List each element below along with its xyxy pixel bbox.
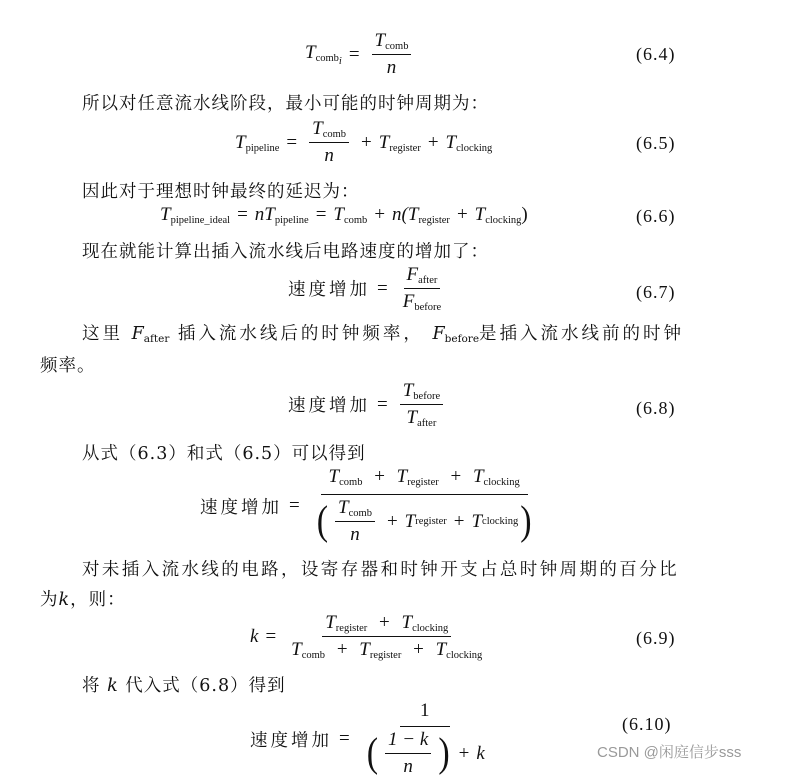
- eq-symbol: T: [435, 639, 447, 660]
- eq-subscript: comb: [322, 129, 347, 140]
- paragraph-text: 所以对任意流水线阶段，最小可能的时钟周期为：: [82, 94, 489, 114]
- eq-symbol: T: [291, 639, 302, 660]
- eq-subscript: register: [415, 516, 447, 527]
- fraction: [309, 118, 349, 167]
- equation-6-7: [288, 264, 449, 313]
- eq-symbol: T: [374, 30, 386, 51]
- eq-symbol: k: [58, 590, 71, 610]
- eq-subscript: clocking: [456, 142, 493, 154]
- eq-subscript: clocking: [412, 623, 449, 634]
- eq-symbol: F: [402, 291, 415, 312]
- eq-subscript: comb: [385, 41, 409, 52]
- equation-6-8: [288, 380, 448, 429]
- eq-symbol: T: [472, 466, 484, 487]
- eq-operator: +: [450, 466, 462, 487]
- eq-paren: ): [520, 498, 532, 544]
- eq-symbol: n(: [392, 204, 408, 225]
- eq-subscript: pipeline_ideal: [170, 215, 231, 226]
- eq-symbol: k: [107, 676, 119, 696]
- eq-symbol: n: [386, 57, 397, 78]
- eq-paren: (: [366, 730, 379, 776]
- fraction: [335, 497, 375, 546]
- paragraph-text: 从式（6.3）和式（6.5）可以得到: [82, 444, 366, 464]
- eq-symbol: T: [474, 204, 486, 225]
- eq-text: 速度增加: [250, 730, 332, 751]
- eq-operator: ): [521, 204, 528, 225]
- eq-symbol: F: [131, 324, 144, 344]
- equation-label: (6.5): [636, 133, 676, 153]
- eq-operator: +: [379, 612, 390, 633]
- fraction: [288, 612, 485, 661]
- eq-operator: +: [456, 204, 468, 225]
- eq-paren: ): [438, 730, 450, 776]
- eq-symbol: T: [328, 466, 340, 487]
- eq-operator: +: [453, 510, 465, 532]
- eq-symbol: T: [406, 407, 418, 428]
- paragraph-text: [40, 586, 126, 611]
- eq-symbol: T: [305, 42, 316, 63]
- eq-operator: +: [427, 131, 439, 153]
- eq-subscript: register: [369, 650, 402, 661]
- eq-subscript: comb: [348, 508, 372, 519]
- text-span: 代入式（6.8）得到: [125, 676, 286, 696]
- eq-subscript: register: [389, 142, 421, 154]
- eq-operator: =: [348, 43, 360, 65]
- paragraph-text: [82, 320, 684, 345]
- eq-symbol: T: [402, 380, 414, 401]
- text-span: ，则：: [70, 590, 126, 610]
- paragraph-text: 现在就能计算出插入流水线后电路速度的增加了：: [82, 242, 489, 262]
- eq-symbol: F: [406, 264, 419, 285]
- text-span: 插入流水线后的时钟频率，: [177, 324, 424, 344]
- eq-symbol: T: [378, 131, 390, 153]
- eq-symbol: T: [407, 204, 419, 225]
- eq-symbol: T: [264, 204, 275, 225]
- eq-symbol: T: [471, 510, 483, 532]
- fraction: [372, 30, 412, 79]
- eq-subscript: after: [143, 333, 170, 345]
- eq-operator: =: [377, 393, 388, 415]
- eq-subscript: comb: [339, 477, 363, 488]
- eq-operator: =: [265, 625, 277, 647]
- eq-symbol: T: [333, 204, 344, 225]
- eq-subscript: i: [338, 56, 342, 67]
- text-span: 是插入流水线前的时钟: [479, 324, 685, 344]
- eq-operator: +: [374, 204, 386, 225]
- eq-symbol: n: [254, 204, 265, 225]
- equation-6-4: [305, 30, 416, 79]
- eq-operator: +: [386, 510, 398, 532]
- equation-speedup-expanded: [200, 466, 542, 546]
- eq-operator: =: [339, 728, 350, 749]
- eq-symbol: T: [396, 466, 408, 487]
- eq-symbol: T: [404, 510, 416, 532]
- equation-6-6: [160, 204, 528, 226]
- fraction: [312, 466, 537, 546]
- fraction: [362, 700, 488, 778]
- eq-subscript: register: [335, 623, 368, 634]
- paragraph-text: 频率。: [40, 356, 96, 376]
- eq-paren: (: [316, 498, 329, 544]
- eq-symbol: F: [432, 324, 445, 344]
- equation-6-5: [235, 118, 492, 167]
- eq-symbol: T: [359, 639, 370, 660]
- eq-text: 速度增加: [200, 497, 282, 518]
- eq-operator: +: [336, 639, 348, 660]
- equation-label: (6.10): [622, 714, 672, 734]
- fraction: [400, 380, 443, 429]
- eq-operator: =: [315, 204, 327, 225]
- eq-subscript: after: [418, 275, 438, 286]
- eq-symbol: n: [324, 145, 334, 166]
- equation-label: (6.4): [636, 44, 676, 64]
- equation-label: (6.7): [636, 282, 676, 302]
- eq-subscript: comb: [315, 53, 339, 64]
- eq-symbol: T: [338, 497, 349, 518]
- eq-symbol: T: [445, 131, 457, 153]
- eq-subscript: after: [417, 418, 437, 429]
- equation-6-10: [250, 700, 493, 778]
- eq-operator: +: [374, 466, 385, 487]
- eq-subscript: clocking: [482, 516, 519, 527]
- eq-operator: =: [377, 277, 388, 299]
- eq-operator: =: [289, 495, 300, 516]
- eq-subscript: comb: [343, 215, 368, 226]
- eq-text: 速度增加: [288, 396, 370, 416]
- csdn-watermark: CSDN @闲庭信步sss: [597, 744, 742, 761]
- text-span: 为: [40, 590, 59, 610]
- paragraph-text: [82, 672, 286, 697]
- equation-label: (6.9): [636, 628, 676, 648]
- fraction: [400, 264, 444, 313]
- equation-label: (6.8): [636, 398, 676, 418]
- eq-symbol: T: [312, 118, 323, 139]
- text-span: 将: [82, 676, 101, 696]
- eq-operator: +: [458, 742, 470, 764]
- eq-symbol: 1 − k: [388, 729, 429, 750]
- eq-subscript: pipeline: [245, 142, 280, 154]
- eq-symbol: 1: [420, 700, 430, 721]
- eq-operator: +: [361, 131, 372, 153]
- eq-subscript: before: [414, 302, 442, 313]
- eq-symbol: T: [160, 204, 171, 225]
- eq-symbol: n: [350, 524, 360, 545]
- text-span: 这里: [82, 324, 123, 344]
- eq-operator: =: [286, 131, 298, 153]
- eq-symbol: k: [250, 625, 259, 647]
- paragraph-text: 因此对于理想时钟最终的延迟为：: [82, 182, 360, 202]
- eq-operator: =: [237, 204, 248, 225]
- eq-symbol: k: [476, 742, 485, 764]
- eq-subscript: register: [418, 215, 450, 226]
- equation-label: (6.6): [636, 206, 676, 226]
- equation-6-9: [250, 612, 490, 661]
- eq-text: 速度增加: [288, 280, 370, 300]
- paragraph-text: 对未插入流水线的电路，设寄存器和时钟开支占总时钟周期的百分比: [82, 560, 679, 580]
- eq-subscript: clocking: [483, 477, 520, 488]
- eq-subscript: register: [407, 477, 439, 488]
- eq-subscript: clocking: [446, 650, 483, 661]
- eq-operator: +: [413, 639, 424, 660]
- eq-subscript: pipeline: [274, 215, 309, 226]
- eq-subscript: before: [444, 333, 480, 345]
- eq-subscript: before: [413, 391, 441, 402]
- eq-symbol: n: [403, 756, 413, 777]
- eq-subscript: comb: [301, 650, 326, 661]
- fraction: [385, 729, 431, 778]
- eq-symbol: T: [235, 131, 246, 153]
- eq-symbol: T: [401, 612, 413, 633]
- eq-subscript: clocking: [485, 215, 522, 226]
- eq-symbol: T: [325, 612, 336, 633]
